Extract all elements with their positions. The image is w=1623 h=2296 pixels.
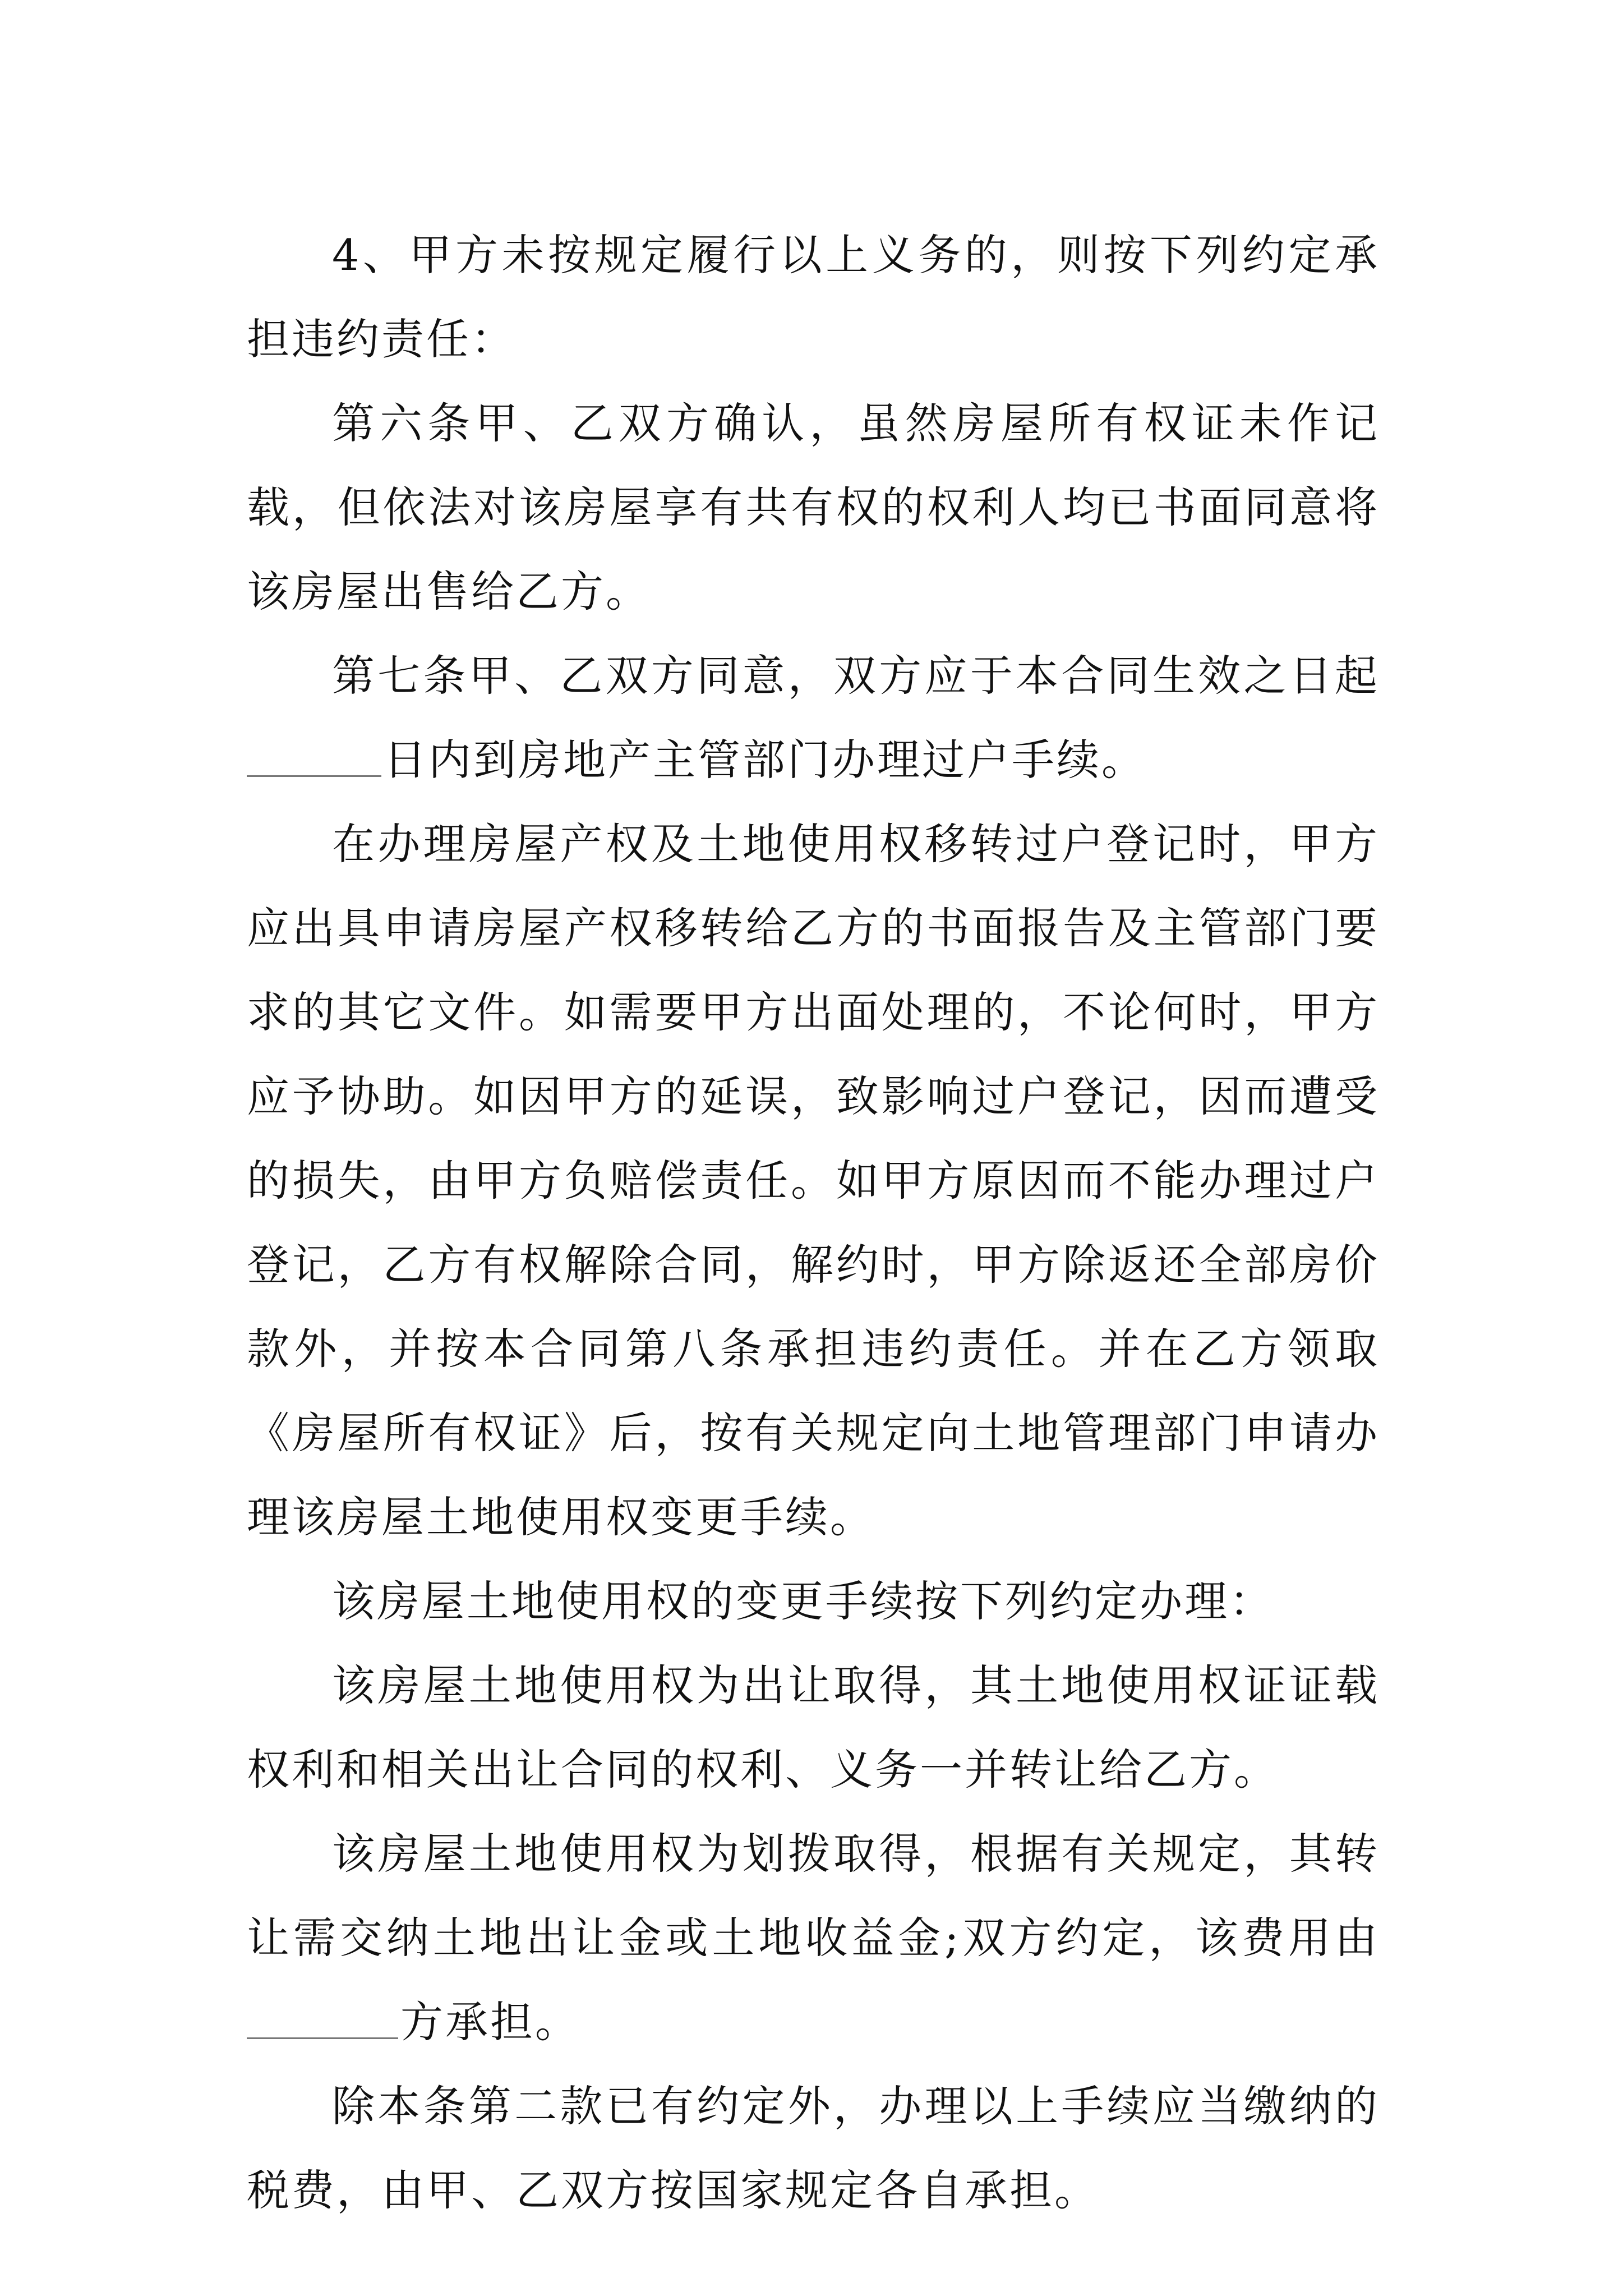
paragraph-transfer-registration: 在办理房屋产权及土地使用权移转过户登记时，甲方应出具申请房屋产权移转给乙方的书面报告及主管部门要求的其它文件。如需要甲方出面处理的，不论何时，甲方应予协助。如因甲方的延误，致影响过户登记，因而遭受的损失，由甲方负赔偿责任。如甲方原因而不能办理过户登记，乙方有权解除合同，解约时，甲方除返还全部房价款外，并按本合同第八条承担违约责任。并在乙方领取《房屋所有权证》后，按有关规定向土地管理部门申请办理该房屋土地使用权变更手续。 — [247, 819, 1380, 1542]
paragraph-taxes-fees: 除本条第二款已有约定外，办理以上手续应当缴纳的税费，由甲、乙双方按国家规定各自承担。 — [247, 2081, 1380, 2215]
paragraph-land-transfer-grant: 该房屋土地使用权为出让取得，其土地使用权证证载权利和相关出让合同的权利、义务一并转让给乙方。 — [247, 1660, 1380, 1795]
paragraph-article-6: 第六条甲、乙双方确认，虽然房屋所有权证未作记载，但依法对该房屋享有共有权的权利人均已书面同意将该房屋出售给乙方。 — [247, 398, 1380, 616]
article-7-text-start: 第七条甲、乙双方同意，双方应于本合同生效之日起 — [332, 651, 1380, 701]
paragraph-land-use-procedure: 该房屋土地使用权的变更手续按下列约定办理： — [332, 1576, 1274, 1626]
paragraph-breach-clause: 4、甲方未按规定履行以上义务的，则按下列约定承担违约责任： — [247, 230, 1380, 364]
paragraph-article-7 — [247, 634, 1380, 802]
land-allocation-text-start: 该房屋土地使用权为划拨取得，根据有关规定，其转让需交纳土地出让金或土地收益金;双方约定，该费用由 — [247, 1829, 1380, 1963]
document-page — [247, 213, 1380, 2233]
land-allocation-text-end: 方承担。 — [400, 1997, 580, 2047]
article-7-text-end: 日内到房地产主管部门办理过户手续。 — [384, 735, 1146, 785]
party-blank-line — [247, 1999, 398, 2039]
paragraph-land-allocation — [247, 1812, 1380, 2064]
days-blank-line — [247, 737, 381, 776]
